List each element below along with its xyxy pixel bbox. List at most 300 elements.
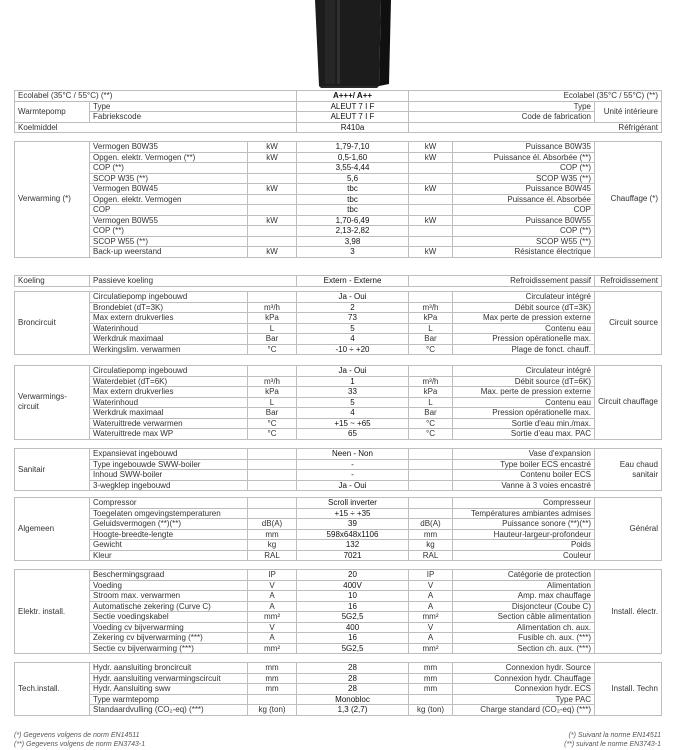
row-unit-fr: dB(A) bbox=[409, 519, 453, 530]
row-label-nl: Sectie cv bijverwarming (***) bbox=[90, 643, 248, 654]
row-value: 4 bbox=[297, 408, 409, 419]
row-label-nl: Toegelaten omgevingstemperaturen bbox=[90, 508, 248, 519]
row-value: 7021 bbox=[297, 550, 409, 561]
row-value: 5 bbox=[297, 397, 409, 408]
row-unit-nl: dB(A) bbox=[248, 519, 297, 530]
table-row bbox=[15, 226, 662, 237]
row-label-fr: Températures ambiantes admises bbox=[453, 508, 595, 519]
row-value: 5G2,5 bbox=[297, 612, 409, 623]
row-label-fr: Vase d'expansion bbox=[453, 449, 595, 460]
row-unit-fr: kW bbox=[409, 215, 453, 226]
row-label-fr: Poids bbox=[453, 540, 595, 551]
table-row bbox=[15, 215, 662, 226]
spec-table-koeling bbox=[14, 275, 662, 287]
row-unit-fr: mm bbox=[409, 663, 453, 674]
table-row bbox=[15, 601, 662, 612]
row-label-nl: Automatische zekering (Curve C) bbox=[90, 601, 248, 612]
row-unit-fr: kPa bbox=[409, 313, 453, 324]
group-label-fr: Install. Techn bbox=[595, 663, 662, 716]
row-unit-nl bbox=[248, 236, 297, 247]
row-value: tbc bbox=[297, 184, 409, 195]
table-row bbox=[15, 498, 662, 509]
row-unit-nl bbox=[248, 449, 297, 460]
spec-table-tech bbox=[14, 662, 662, 716]
row-label-nl: Max extern drukverlies bbox=[90, 387, 248, 398]
table-row bbox=[15, 142, 662, 153]
group-label-nl: Verwarmings-circuit bbox=[15, 366, 90, 440]
row-value: 1,70-6,49 bbox=[297, 215, 409, 226]
row-unit-fr: °C bbox=[409, 429, 453, 440]
row-label-nl: Circulatiepomp ingebouwd bbox=[90, 366, 248, 377]
row-unit-fr bbox=[409, 292, 453, 303]
table-row bbox=[15, 694, 662, 705]
row-value: 5 bbox=[297, 323, 409, 334]
row-unit-fr bbox=[409, 163, 453, 174]
row-label-fr: Puissance él. Absorbée bbox=[453, 194, 595, 205]
row-unit-fr bbox=[409, 366, 453, 377]
row-unit-fr bbox=[409, 459, 453, 470]
group-label-fr: Eau chaud sanitair bbox=[595, 449, 662, 491]
row-label-nl: Werkdruk maximaal bbox=[90, 334, 248, 345]
row-unit-nl: kW bbox=[248, 215, 297, 226]
row-value: 65 bbox=[297, 429, 409, 440]
table-row bbox=[15, 91, 662, 102]
group-label-fr: Unité intérieure bbox=[595, 101, 662, 122]
row-label-nl: Opgen. elektr. Vermogen bbox=[90, 194, 248, 205]
table-row bbox=[15, 122, 662, 133]
row-label-nl: Circulatiepomp ingebouwd bbox=[90, 292, 248, 303]
row-value: 3 bbox=[297, 247, 409, 258]
row-label-fr: Puissance B0W55 bbox=[453, 215, 595, 226]
row-unit-fr: mm bbox=[409, 684, 453, 695]
row-value: tbc bbox=[297, 205, 409, 216]
row-value: 3,55-4,44 bbox=[297, 163, 409, 174]
row-label-fr: Contenu eau bbox=[453, 397, 595, 408]
ecolabel-label-nl: Ecolabel (35°C / 55°C) (**) bbox=[15, 91, 297, 102]
row-unit-nl: kW bbox=[248, 184, 297, 195]
table-row bbox=[15, 184, 662, 195]
table-row bbox=[15, 429, 662, 440]
row-value: Ja - Oui bbox=[297, 366, 409, 377]
row-value: 400V bbox=[297, 580, 409, 591]
table-row bbox=[15, 194, 662, 205]
row-label-fr: Contenu boiler ECS bbox=[453, 470, 595, 481]
row-label-nl: Gewicht bbox=[90, 540, 248, 551]
row-unit-fr: kW bbox=[409, 142, 453, 153]
group-label-nl: Tech.install. bbox=[15, 663, 90, 716]
product-image-area bbox=[14, 0, 661, 90]
row-value: 0,5-1,60 bbox=[297, 152, 409, 163]
row-unit-fr bbox=[409, 449, 453, 460]
table-row bbox=[15, 449, 662, 460]
row-value: 1,3 (2,7) bbox=[297, 705, 409, 716]
group-label-nl: Verwarming (*) bbox=[15, 142, 90, 258]
row-label-nl: Inhoud SWW-boiler bbox=[90, 470, 248, 481]
table-row bbox=[15, 550, 662, 561]
row-label-nl: Geluidsvermogen (**)(**) bbox=[90, 519, 248, 530]
row-value: - bbox=[297, 459, 409, 470]
row-unit-fr: kPa bbox=[409, 387, 453, 398]
row-unit-nl bbox=[248, 480, 297, 491]
row-unit-fr: kg bbox=[409, 540, 453, 551]
row-label-nl: COP (**) bbox=[90, 163, 248, 174]
row-unit-nl: kPa bbox=[248, 387, 297, 398]
row-label-fr: Refroidissement passif bbox=[409, 276, 595, 287]
row-label-nl: Beschermingsgraad bbox=[90, 570, 248, 581]
row-unit-nl: IP bbox=[248, 570, 297, 581]
row-unit-fr bbox=[409, 470, 453, 481]
row-unit-nl bbox=[248, 459, 297, 470]
row-label-fr: SCOP W35 (**) bbox=[453, 173, 595, 184]
spec-table-algemeen bbox=[14, 497, 662, 561]
row-value: 39 bbox=[297, 519, 409, 530]
row-unit-nl: Bar bbox=[248, 334, 297, 345]
row-label-fr: Vanne à 3 voies encastré bbox=[453, 480, 595, 491]
table-row bbox=[15, 570, 662, 581]
row-value: R410a bbox=[297, 122, 409, 133]
row-label-nl: Back-up weerstand bbox=[90, 247, 248, 258]
row-unit-fr: A bbox=[409, 591, 453, 602]
table-row bbox=[15, 101, 662, 112]
row-unit-nl: m³/h bbox=[248, 376, 297, 387]
row-unit-nl: kg (ton) bbox=[248, 705, 297, 716]
group-label-fr: Général bbox=[595, 498, 662, 561]
row-unit-fr bbox=[409, 694, 453, 705]
table-row bbox=[15, 705, 662, 716]
row-value: 16 bbox=[297, 601, 409, 612]
row-label-fr: Puissance B0W45 bbox=[453, 184, 595, 195]
row-label-nl: COP bbox=[90, 205, 248, 216]
spec-table-verwarmingscircuit bbox=[14, 365, 662, 440]
row-unit-nl: kg bbox=[248, 540, 297, 551]
table-row bbox=[15, 612, 662, 623]
row-label-nl: Wateruittrede verwarmen bbox=[90, 418, 248, 429]
row-unit-fr: V bbox=[409, 580, 453, 591]
row-label-nl: Kleur bbox=[90, 550, 248, 561]
table-row bbox=[15, 163, 662, 174]
row-value: Monobloc bbox=[297, 694, 409, 705]
ecolabel-label-fr: Ecolabel (35°C / 55°C) (**) bbox=[409, 91, 662, 102]
row-label-nl: Expansievat ingebouwd bbox=[90, 449, 248, 460]
row-unit-nl: V bbox=[248, 622, 297, 633]
row-unit-nl: V bbox=[248, 580, 297, 591]
row-value: Ja - Oui bbox=[297, 292, 409, 303]
row-label-nl: Stroom max. verwarmen bbox=[90, 591, 248, 602]
row-label-fr: Amp. max chauffage bbox=[453, 591, 595, 602]
table-row bbox=[15, 529, 662, 540]
table-row bbox=[15, 418, 662, 429]
spec-table-verwarming bbox=[14, 141, 662, 258]
row-label-nl: Werkingslim. verwarmen bbox=[90, 344, 248, 355]
row-label-fr: Type boiler ECS encastré bbox=[453, 459, 595, 470]
row-label-nl: Wateruittrede max WP bbox=[90, 429, 248, 440]
row-value: tbc bbox=[297, 194, 409, 205]
footnote-fr-1: (*) Suivant la norme EN14511 bbox=[568, 732, 661, 739]
row-label-fr: Section câble alimentation bbox=[453, 612, 595, 623]
row-unit-nl: mm bbox=[248, 529, 297, 540]
footnote-nl-1: (*) Gegevens volgens de norm EN14511 bbox=[14, 732, 140, 739]
row-value: +15 ~ +65 bbox=[297, 418, 409, 429]
group-label-fr: Install. électr. bbox=[595, 570, 662, 654]
table-row bbox=[15, 508, 662, 519]
row-unit-fr: Bar bbox=[409, 334, 453, 345]
row-label-fr: Disjoncteur (Coube C) bbox=[453, 601, 595, 612]
row-value: Extern - Externe bbox=[297, 276, 409, 287]
row-unit-nl: mm bbox=[248, 684, 297, 695]
ecolabel-value: A+++/ A++ bbox=[297, 91, 409, 102]
row-value: +15 ÷ +35 bbox=[297, 508, 409, 519]
row-unit-nl bbox=[248, 694, 297, 705]
row-label-fr: Max. perte de pression externe bbox=[453, 387, 595, 398]
row-label-nl: Voeding cv bijverwarming bbox=[90, 622, 248, 633]
row-value: 33 bbox=[297, 387, 409, 398]
row-label-fr: Réfrigérant bbox=[409, 122, 662, 133]
row-value: 1,79-7,10 bbox=[297, 142, 409, 153]
group-label-fr: Refroidissement bbox=[595, 276, 662, 287]
row-unit-nl: kW bbox=[248, 247, 297, 258]
row-label-fr: Circulateur intégré bbox=[453, 366, 595, 377]
row-unit-nl: mm² bbox=[248, 643, 297, 654]
row-unit-fr bbox=[409, 236, 453, 247]
row-unit-nl: Bar bbox=[248, 408, 297, 419]
group-label-nl: Warmtepomp bbox=[15, 101, 90, 122]
row-label-nl: Hoogte-breedte-lengte bbox=[90, 529, 248, 540]
row-unit-nl bbox=[248, 508, 297, 519]
row-unit-nl: mm² bbox=[248, 612, 297, 623]
row-unit-fr: kW bbox=[409, 152, 453, 163]
row-label-nl: Compressor bbox=[90, 498, 248, 509]
row-unit-nl: A bbox=[248, 591, 297, 602]
row-unit-nl: A bbox=[248, 601, 297, 612]
row-label-nl: Zekering cv bijverwarming (***) bbox=[90, 633, 248, 644]
row-label-fr: SCOP W55 (**) bbox=[453, 236, 595, 247]
row-label-fr: Sortie d'eau min./max. bbox=[453, 418, 595, 429]
row-label-nl: Opgen. elektr. Vermogen (**) bbox=[90, 152, 248, 163]
table-row bbox=[15, 580, 662, 591]
row-unit-nl bbox=[248, 226, 297, 237]
group-label-fr: Circuit source bbox=[595, 292, 662, 355]
row-unit-nl: kPa bbox=[248, 313, 297, 324]
table-row bbox=[15, 376, 662, 387]
row-unit-fr: kW bbox=[409, 247, 453, 258]
row-label-fr: Compresseur bbox=[453, 498, 595, 509]
row-label-nl: Fabriekscode bbox=[90, 112, 297, 123]
row-value: Neen - Non bbox=[297, 449, 409, 460]
row-value: 73 bbox=[297, 313, 409, 324]
row-label-fr: Fusible ch. aux. (***) bbox=[453, 633, 595, 644]
row-value: 1 bbox=[297, 376, 409, 387]
row-label-nl: Vermogen B0W55 bbox=[90, 215, 248, 226]
row-label-fr: Type PAC bbox=[453, 694, 595, 705]
row-unit-nl bbox=[248, 163, 297, 174]
row-value: 2,13-2,82 bbox=[297, 226, 409, 237]
row-unit-fr bbox=[409, 498, 453, 509]
row-unit-nl: L bbox=[248, 397, 297, 408]
table-row bbox=[15, 540, 662, 551]
row-unit-fr: m³/h bbox=[409, 302, 453, 313]
table-row bbox=[15, 408, 662, 419]
table-row bbox=[15, 519, 662, 530]
row-value: 3,98 bbox=[297, 236, 409, 247]
row-unit-fr bbox=[409, 205, 453, 216]
row-unit-nl bbox=[248, 173, 297, 184]
row-label-fr: Débit source (dT=6K) bbox=[453, 376, 595, 387]
row-value: 20 bbox=[297, 570, 409, 581]
row-value: 5G2,5 bbox=[297, 643, 409, 654]
row-unit-nl: °C bbox=[248, 429, 297, 440]
row-unit-fr: L bbox=[409, 323, 453, 334]
row-label-fr: COP (**) bbox=[453, 226, 595, 237]
row-value: 2 bbox=[297, 302, 409, 313]
row-unit-nl: mm bbox=[248, 663, 297, 674]
row-label-fr: Connexion hydr. ECS bbox=[453, 684, 595, 695]
row-label-fr: Code de fabrication bbox=[409, 112, 595, 123]
row-unit-fr: mm bbox=[409, 673, 453, 684]
row-unit-nl: RAL bbox=[248, 550, 297, 561]
row-value: Ja - Oui bbox=[297, 480, 409, 491]
table-row bbox=[15, 344, 662, 355]
table-row bbox=[15, 112, 662, 123]
row-value: ALEUT 7 I F bbox=[297, 101, 409, 112]
group-label-nl: Broncircuit bbox=[15, 292, 90, 355]
row-unit-nl bbox=[248, 205, 297, 216]
row-label-nl: SCOP W35 (**) bbox=[90, 173, 248, 184]
row-label-fr: Pression opérationelle max. bbox=[453, 334, 595, 345]
row-unit-nl bbox=[248, 498, 297, 509]
row-label-nl: Max extern drukverlies bbox=[90, 313, 248, 324]
row-unit-fr bbox=[409, 173, 453, 184]
row-unit-nl: °C bbox=[248, 418, 297, 429]
row-unit-fr bbox=[409, 508, 453, 519]
row-unit-fr bbox=[409, 480, 453, 491]
row-value: 598x648x1106 bbox=[297, 529, 409, 540]
row-unit-nl bbox=[248, 470, 297, 481]
row-value: 28 bbox=[297, 663, 409, 674]
table-row bbox=[15, 459, 662, 470]
table-row bbox=[15, 673, 662, 684]
row-label-nl: Brondebiet (dT=3K) bbox=[90, 302, 248, 313]
row-label-fr: Contenu eau bbox=[453, 323, 595, 334]
row-label-fr: Sortie d'eau max. PAC bbox=[453, 429, 595, 440]
row-label-fr: Type bbox=[409, 101, 595, 112]
row-unit-fr: L bbox=[409, 397, 453, 408]
row-value: 10 bbox=[297, 591, 409, 602]
row-label-nl: Passieve koeling bbox=[90, 276, 297, 287]
spec-table-sanitair bbox=[14, 448, 662, 491]
row-unit-fr: °C bbox=[409, 418, 453, 429]
table-row bbox=[15, 247, 662, 258]
row-unit-nl: °C bbox=[248, 344, 297, 355]
row-unit-fr: A bbox=[409, 633, 453, 644]
row-label-fr: Alimentation ch. aux. bbox=[453, 622, 595, 633]
group-label-nl: Sanitair bbox=[15, 449, 90, 491]
row-label-nl: Vermogen B0W45 bbox=[90, 184, 248, 195]
row-unit-fr: Bar bbox=[409, 408, 453, 419]
row-unit-fr bbox=[409, 226, 453, 237]
row-unit-fr: °C bbox=[409, 344, 453, 355]
row-label-fr: Section ch. aux. (***) bbox=[453, 643, 595, 654]
row-label-nl: Type bbox=[90, 101, 297, 112]
group-label-fr: Circuit chauffage bbox=[595, 366, 662, 440]
row-unit-fr: IP bbox=[409, 570, 453, 581]
heat-pump-unit-image bbox=[311, 0, 393, 88]
row-label-nl: Koelmiddel bbox=[15, 122, 297, 133]
row-label-nl: Voeding bbox=[90, 580, 248, 591]
row-unit-nl: A bbox=[248, 633, 297, 644]
spec-table-broncircuit bbox=[14, 291, 662, 355]
table-row bbox=[15, 366, 662, 377]
row-unit-fr: V bbox=[409, 622, 453, 633]
table-row bbox=[15, 292, 662, 303]
row-label-nl: Type warmtepomp bbox=[90, 694, 248, 705]
table-row bbox=[15, 173, 662, 184]
row-unit-fr bbox=[409, 194, 453, 205]
table-row bbox=[15, 470, 662, 481]
row-unit-nl: kW bbox=[248, 142, 297, 153]
table-row bbox=[15, 236, 662, 247]
row-label-fr: COP (**) bbox=[453, 163, 595, 174]
row-label-nl: SCOP W55 (**) bbox=[90, 236, 248, 247]
row-unit-fr: A bbox=[409, 601, 453, 612]
row-label-fr: Connexion hydr. Chauffage bbox=[453, 673, 595, 684]
row-value: ALEUT 7 I F bbox=[297, 112, 409, 123]
row-label-fr: Alimentation bbox=[453, 580, 595, 591]
group-label-nl: Koeling bbox=[15, 276, 90, 287]
row-label-fr: Puissance sonore (**)(**) bbox=[453, 519, 595, 530]
row-unit-fr: RAL bbox=[409, 550, 453, 561]
row-label-fr: Catégorie de protection bbox=[453, 570, 595, 581]
table-row bbox=[15, 622, 662, 633]
row-label-fr: Débit source (dT=3K) bbox=[453, 302, 595, 313]
row-unit-nl bbox=[248, 292, 297, 303]
row-label-fr: Hauteur-largeur-profondeur bbox=[453, 529, 595, 540]
group-label-nl: Elektr. install. bbox=[15, 570, 90, 654]
row-value: 28 bbox=[297, 684, 409, 695]
table-row bbox=[15, 334, 662, 345]
table-row bbox=[15, 397, 662, 408]
row-label-nl: Waterinhoud bbox=[90, 323, 248, 334]
spec-table-top bbox=[14, 90, 662, 133]
row-label-fr: Connexion hydr. Source bbox=[453, 663, 595, 674]
row-label-nl: Hydr. aansluiting broncircuit bbox=[90, 663, 248, 674]
row-label-fr: Résistance électrique bbox=[453, 247, 595, 258]
row-label-fr: Charge standard (CO₂-eq) (***) bbox=[453, 705, 595, 716]
table-row bbox=[15, 633, 662, 644]
spec-table-elektr bbox=[14, 569, 662, 654]
footnote-fr-2: (**) suivant le norme EN3743-1 bbox=[564, 741, 661, 748]
row-label-nl: Waterdebiet (dT=6K) bbox=[90, 376, 248, 387]
row-label-nl: Sectie voedingskabel bbox=[90, 612, 248, 623]
group-label-fr: Chauffage (*) bbox=[595, 142, 662, 258]
row-unit-nl bbox=[248, 366, 297, 377]
footnote-nl-2: (**) Gegevens volgens de norm EN3743-1 bbox=[14, 741, 146, 748]
row-label-fr: COP bbox=[453, 205, 595, 216]
row-unit-fr: mm bbox=[409, 529, 453, 540]
row-label-nl: Hydr. aansluiting verwarmingscircuit bbox=[90, 673, 248, 684]
row-label-nl: Type ingebouwde SWW-boiler bbox=[90, 459, 248, 470]
table-row bbox=[15, 643, 662, 654]
row-unit-fr: m³/h bbox=[409, 376, 453, 387]
table-row bbox=[15, 323, 662, 334]
table-row bbox=[15, 480, 662, 491]
row-label-fr: Puissance B0W35 bbox=[453, 142, 595, 153]
row-value: 5,6 bbox=[297, 173, 409, 184]
row-value: 132 bbox=[297, 540, 409, 551]
table-row bbox=[15, 684, 662, 695]
row-label-fr: Puissance él. Absorbée (**) bbox=[453, 152, 595, 163]
row-value: 4 bbox=[297, 334, 409, 345]
table-row bbox=[15, 276, 662, 287]
